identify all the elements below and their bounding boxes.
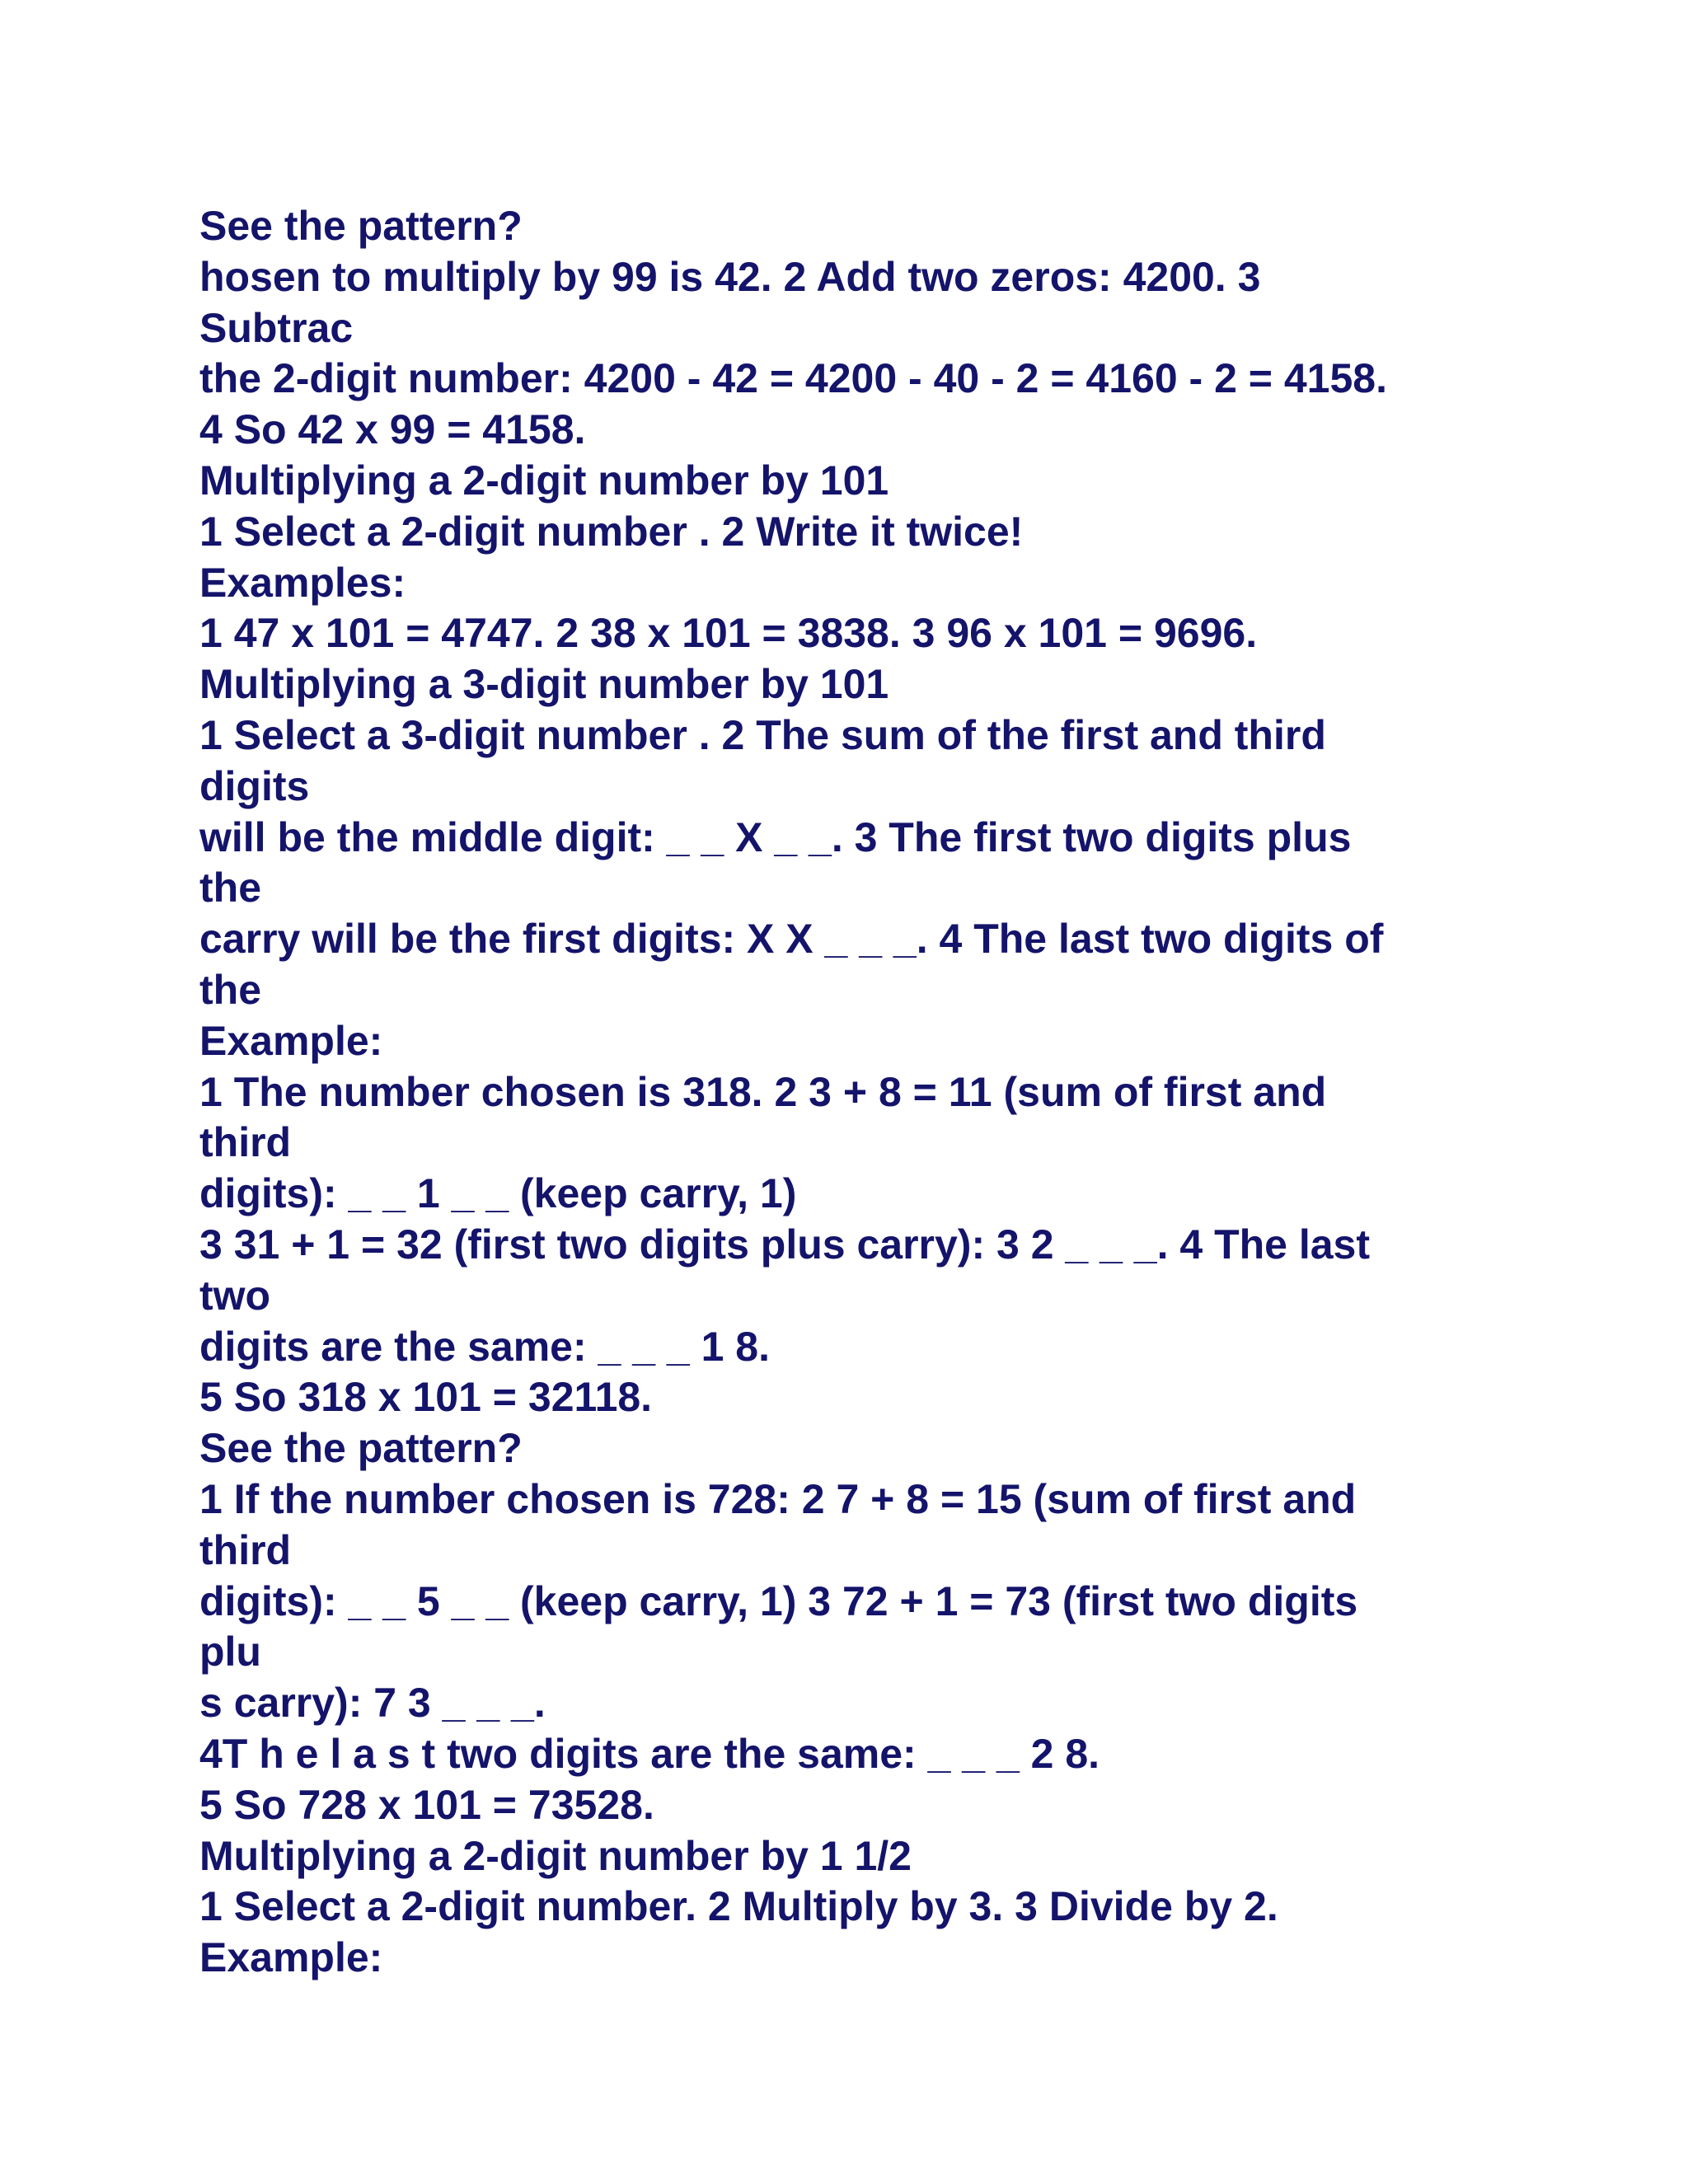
text-line: digits): _ _ 1 _ _ (keep carry, 1) xyxy=(199,1170,797,1217)
text-line: 1 The number chosen is 318. 2 3 + 8 = 11 (sum of first and xyxy=(199,1068,1327,1115)
text-line: will be the middle digit: _ _ X _ _. 3 The first two digits plus xyxy=(199,813,1352,860)
text-line: Subtrac xyxy=(199,304,354,351)
text-line: s carry): 7 3 _ _ _. xyxy=(199,1680,546,1727)
text-line: plu xyxy=(199,1629,261,1675)
text-line: 4 So 42 x 99 = 4158. xyxy=(199,406,586,453)
text-line: 1 Select a 2-digit number. 2 Multiply by 3. 3 Divide by 2. xyxy=(199,1883,1278,1930)
text-line: two xyxy=(199,1272,271,1319)
document-body xyxy=(199,201,1518,1984)
text-line: carry will be the first digits: X X _ _ _. 4 The last two digits of xyxy=(199,916,1384,963)
text-line: 4T h e l a s t two digits are the same: _ _ _ 2 8. xyxy=(199,1730,1100,1777)
section-heading: Multiplying a 2-digit number by 1 1/2 xyxy=(199,1832,912,1879)
text-line: the xyxy=(199,865,261,912)
text-line: digits): _ _ 5 _ _ (keep carry, 1) 3 72 + 1 = 73 (first two digits xyxy=(199,1577,1358,1624)
text-line: third xyxy=(199,1526,292,1573)
text-line: Examples: xyxy=(199,559,406,606)
text-line: 5 So 318 x 101 = 32118. xyxy=(199,1374,653,1421)
text-line: Example: xyxy=(199,1017,383,1064)
text-line: 1 If the number chosen is 728: 2 7 + 8 = 15 (sum of first and xyxy=(199,1475,1357,1522)
text-line: third xyxy=(199,1119,292,1166)
text-line: 1 47 x 101 = 4747. 2 38 x 101 = 3838. 3 96 x 101 = 9696. xyxy=(199,610,1258,657)
text-line: 1 Select a 3-digit number . 2 The sum of the first and third xyxy=(199,711,1326,758)
section-heading: Multiplying a 3-digit number by 101 xyxy=(199,661,889,708)
section-heading: Multiplying a 2-digit number by 101 xyxy=(199,457,889,504)
text-line: 1 Select a 2-digit number . 2 Write it twice! xyxy=(199,508,1024,555)
text-line: See the pattern? xyxy=(199,203,523,249)
text-line: hosen to multiply by 99 is 42. 2 Add two zeros: 4200. 3 xyxy=(199,253,1261,300)
text-line: 3 31 + 1 = 32 (first two digits plus carry): 3 2 _ _ _. 4 The last xyxy=(199,1221,1371,1268)
text-line: the xyxy=(199,966,261,1013)
text-line: See the pattern? xyxy=(199,1425,523,1472)
text-line: 5 So 728 x 101 = 73528. xyxy=(199,1781,654,1828)
text-line: digits xyxy=(199,762,310,809)
text-line: the 2-digit number: 4200 - 42 = 4200 - 40 - 2 = 4160 - 2 = 4158. xyxy=(199,355,1387,402)
text-line: Example: xyxy=(199,1934,383,1981)
text-line: digits are the same: _ _ _ 1 8. xyxy=(199,1323,770,1370)
